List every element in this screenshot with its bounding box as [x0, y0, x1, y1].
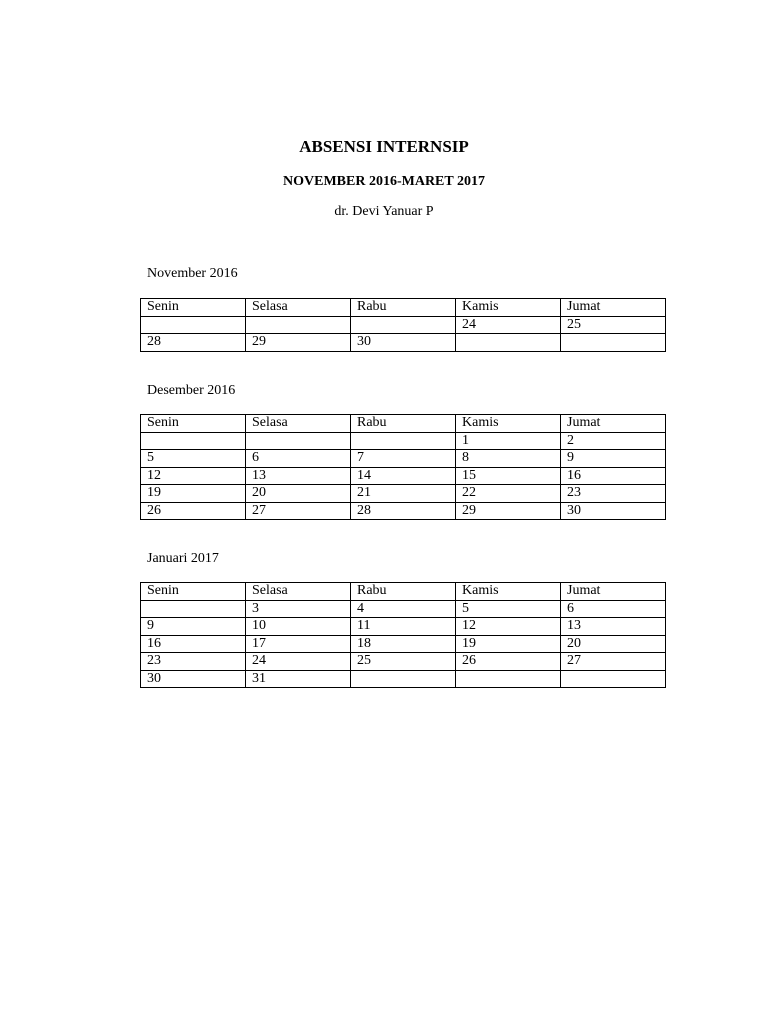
- table-cell: 6: [246, 450, 351, 468]
- month-label: November 2016: [147, 266, 238, 281]
- header-cell: Jumat: [561, 583, 666, 601]
- table-row: [141, 670, 666, 688]
- table-cell: 3: [246, 600, 351, 618]
- table-row: [141, 618, 666, 636]
- table-cell: 31: [246, 670, 351, 688]
- table-cell: 24: [246, 653, 351, 671]
- table-row: [141, 467, 666, 485]
- page-subtitle: NOVEMBER 2016-MARET 2017: [283, 174, 485, 189]
- table-cell: 27: [246, 502, 351, 520]
- table-cell: 13: [246, 467, 351, 485]
- table-cell: 7: [351, 450, 456, 468]
- table-cell: [351, 432, 456, 450]
- table-cell: 9: [141, 618, 246, 636]
- table-cell: 24: [456, 316, 561, 334]
- table-cell: 26: [456, 653, 561, 671]
- header-cell: Kamis: [456, 415, 561, 433]
- table-cell: 12: [456, 618, 561, 636]
- table-cell: 8: [456, 450, 561, 468]
- header-cell: Rabu: [351, 299, 456, 317]
- table-cell: [561, 334, 666, 352]
- table-cell: [141, 316, 246, 334]
- month-label: Desember 2016: [147, 383, 236, 398]
- table-cell: [456, 670, 561, 688]
- table-row: [141, 635, 666, 653]
- table-header-row: [141, 299, 666, 317]
- author-name: dr. Devi Yanuar P: [334, 204, 434, 219]
- table-cell: 28: [351, 502, 456, 520]
- table-cell: 17: [246, 635, 351, 653]
- page-title: ABSENSI INTERNSIP: [299, 137, 469, 156]
- header-cell: Kamis: [456, 583, 561, 601]
- table-cell: 25: [561, 316, 666, 334]
- header-cell: Kamis: [456, 299, 561, 317]
- header-cell: Selasa: [246, 583, 351, 601]
- table-cell: 28: [141, 334, 246, 352]
- table-cell: 20: [561, 635, 666, 653]
- header-cell: Rabu: [351, 583, 456, 601]
- table-row: [141, 450, 666, 468]
- table-cell: [456, 334, 561, 352]
- table-row: [141, 653, 666, 671]
- month-label: Januari 2017: [147, 551, 219, 566]
- table-cell: 14: [351, 467, 456, 485]
- table-cell: [141, 600, 246, 618]
- table-cell: 26: [141, 502, 246, 520]
- table-cell: 15: [456, 467, 561, 485]
- table-cell: 29: [456, 502, 561, 520]
- table-header-row: [141, 583, 666, 601]
- table-row: [141, 432, 666, 450]
- table-cell: 18: [351, 635, 456, 653]
- table-row: [141, 316, 666, 334]
- table-row: [141, 502, 666, 520]
- table-cell: 6: [561, 600, 666, 618]
- table-cell: [351, 670, 456, 688]
- table-cell: [561, 670, 666, 688]
- table-cell: 5: [456, 600, 561, 618]
- table-cell: 25: [351, 653, 456, 671]
- table-cell: 9: [561, 450, 666, 468]
- header-cell: Senin: [141, 415, 246, 433]
- table-cell: 1: [456, 432, 561, 450]
- table-cell: 22: [456, 485, 561, 503]
- table-row: [141, 485, 666, 503]
- table-cell: 23: [561, 485, 666, 503]
- table-cell: 20: [246, 485, 351, 503]
- table-cell: [351, 316, 456, 334]
- attendance-table: [140, 582, 666, 688]
- table-cell: [246, 432, 351, 450]
- table-cell: 23: [141, 653, 246, 671]
- table-cell: 2: [561, 432, 666, 450]
- table-cell: 11: [351, 618, 456, 636]
- attendance-table: [140, 298, 666, 352]
- table-cell: [141, 432, 246, 450]
- header-cell: Selasa: [246, 415, 351, 433]
- header-cell: Jumat: [561, 415, 666, 433]
- table-header-row: [141, 415, 666, 433]
- table-cell: 21: [351, 485, 456, 503]
- table-cell: 16: [141, 635, 246, 653]
- table-cell: 29: [246, 334, 351, 352]
- table-row: [141, 600, 666, 618]
- table-cell: 30: [141, 670, 246, 688]
- table-cell: 13: [561, 618, 666, 636]
- table-cell: 27: [561, 653, 666, 671]
- table-cell: 19: [456, 635, 561, 653]
- table-cell: 30: [561, 502, 666, 520]
- table-cell: 5: [141, 450, 246, 468]
- header-cell: Senin: [141, 583, 246, 601]
- table-cell: 10: [246, 618, 351, 636]
- table-cell: 16: [561, 467, 666, 485]
- table-row: [141, 334, 666, 352]
- header-cell: Rabu: [351, 415, 456, 433]
- header-cell: Selasa: [246, 299, 351, 317]
- table-cell: 12: [141, 467, 246, 485]
- table-cell: 4: [351, 600, 456, 618]
- header-cell: Senin: [141, 299, 246, 317]
- header-cell: Jumat: [561, 299, 666, 317]
- table-cell: 19: [141, 485, 246, 503]
- table-cell: [246, 316, 351, 334]
- attendance-table: [140, 414, 666, 520]
- table-cell: 30: [351, 334, 456, 352]
